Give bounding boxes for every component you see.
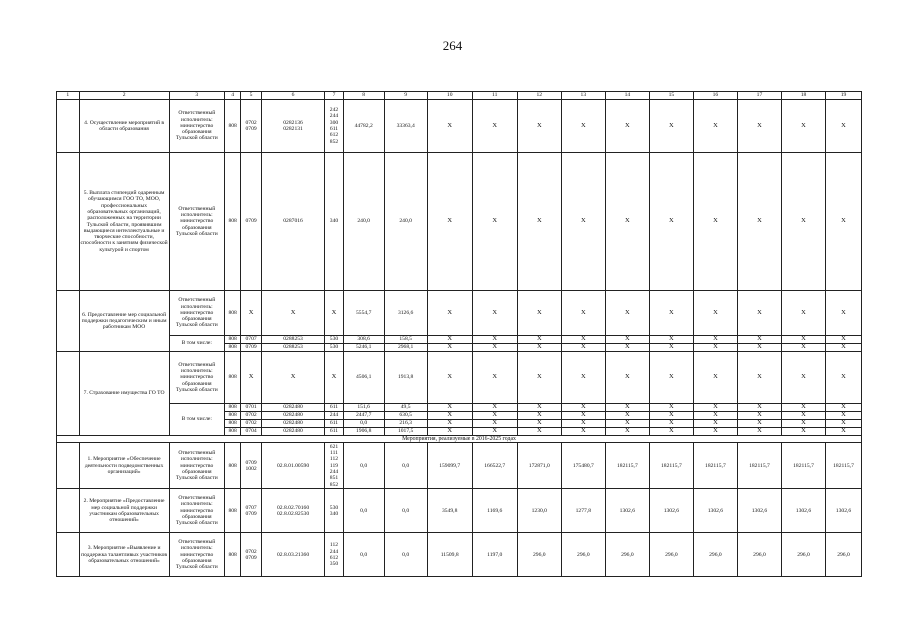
x-cell: X (241, 291, 261, 336)
x-cell: X (737, 153, 781, 291)
x-cell: X (517, 336, 561, 344)
x-cell: X (427, 344, 472, 352)
x-cell: X (693, 404, 737, 412)
x-cell: X (517, 291, 561, 336)
budget-table-container (56, 91, 862, 577)
x-cell: X (781, 352, 825, 404)
x-cell: X (517, 412, 561, 420)
value-cell: 33363,4 (384, 100, 427, 153)
x-cell: X (737, 344, 781, 352)
x-cell: X (561, 344, 605, 352)
section-row (57, 436, 862, 443)
value-cell: 182115,7 (826, 443, 862, 489)
header-cell: 18 (781, 92, 825, 100)
target-article-code: 0282480 (261, 412, 324, 420)
header-cell: 1 (57, 92, 80, 100)
x-cell: X (605, 153, 649, 291)
x-cell: X (605, 352, 649, 404)
value-cell: 296,0 (826, 533, 862, 577)
activity-name: 1. Мероприятие «Обеспечение деятельности подведомственных организаций» (79, 443, 169, 489)
value-cell: 1230,0 (517, 489, 561, 533)
x-cell: X (472, 420, 517, 428)
responsible-executor: Ответственный исполнитель: министерство образования Тульской области (169, 291, 224, 336)
value-cell: 158,5 (384, 336, 427, 344)
value-cell: 0,0 (384, 489, 427, 533)
grbs-code: 808 (224, 428, 240, 436)
section-title: Мероприятия, реализуемые в 2016-2025 годах (57, 436, 862, 443)
value-cell: 630,5 (384, 412, 427, 420)
value-cell: 1302,6 (781, 489, 825, 533)
x-cell: X (781, 153, 825, 291)
x-cell: X (826, 291, 862, 336)
value-cell: 296,0 (693, 533, 737, 577)
table-row (57, 404, 862, 412)
target-article-code: 0282480 (261, 428, 324, 436)
value-cell: 11509,8 (427, 533, 472, 577)
x-cell: X (472, 153, 517, 291)
value-cell: 151,6 (343, 404, 384, 412)
target-article-code: 0288253 (261, 336, 324, 344)
x-cell: X (472, 100, 517, 153)
x-cell: X (826, 336, 862, 344)
x-cell: X (826, 404, 862, 412)
header-cell: 16 (693, 92, 737, 100)
target-article-code: 0282480 (261, 404, 324, 412)
section-code: 0702 (241, 420, 261, 428)
x-cell: X (517, 344, 561, 352)
x-cell: X (605, 336, 649, 344)
x-cell: X (649, 291, 693, 336)
x-cell: X (649, 352, 693, 404)
header-row (57, 92, 862, 100)
x-cell: X (561, 291, 605, 336)
x-cell: X (693, 428, 737, 436)
header-cell: 9 (384, 92, 427, 100)
value-cell: 182115,7 (781, 443, 825, 489)
value-cell: 1302,6 (737, 489, 781, 533)
x-cell: X (605, 412, 649, 420)
section-code: 0704 (241, 428, 261, 436)
value-cell: 296,0 (737, 533, 781, 577)
target-article-code: 0288253 (261, 344, 324, 352)
x-cell: X (561, 404, 605, 412)
x-cell: X (472, 291, 517, 336)
section-code: 0709 (241, 344, 261, 352)
x-cell: X (693, 336, 737, 344)
table-row (57, 533, 862, 577)
x-cell: X (826, 420, 862, 428)
value-cell: 3549,8 (427, 489, 472, 533)
grbs-code: 808 (224, 352, 240, 404)
x-cell: X (561, 420, 605, 428)
x-cell: X (781, 420, 825, 428)
value-cell: 216,3 (384, 420, 427, 428)
x-cell: X (472, 344, 517, 352)
value-cell: 240,0 (384, 153, 427, 291)
x-cell: X (649, 336, 693, 344)
header-cell: 13 (561, 92, 605, 100)
header-cell: 11 (472, 92, 517, 100)
expense-type-code: 530 (325, 336, 343, 344)
grbs-code: 808 (224, 443, 240, 489)
x-cell: X (427, 428, 472, 436)
grbs-code: 808 (224, 533, 240, 577)
expense-type-code: 112 244 612 350 (325, 533, 343, 577)
value-cell: 1169,6 (472, 489, 517, 533)
value-cell: 1302,6 (649, 489, 693, 533)
value-cell: 296,0 (605, 533, 649, 577)
x-cell: X (517, 428, 561, 436)
section-code: 0707 0709 (241, 489, 261, 533)
table-row (57, 352, 862, 404)
value-cell: 0,0 (343, 443, 384, 489)
x-cell: X (427, 352, 472, 404)
value-cell: 296,0 (561, 533, 605, 577)
activity-name: 3. Мероприятие «Выявление и поддержка талантливых участников образовательных отношений» (79, 533, 169, 577)
x-cell: X (649, 404, 693, 412)
header-cell: 14 (605, 92, 649, 100)
header-cell: 15 (649, 92, 693, 100)
x-cell: X (561, 412, 605, 420)
value-cell: 296,0 (649, 533, 693, 577)
x-cell: X (605, 420, 649, 428)
value-cell: 159099,7 (427, 443, 472, 489)
value-cell: 175480,7 (561, 443, 605, 489)
header-cell: 10 (427, 92, 472, 100)
responsible-executor: Ответственный исполнитель: министерство образования Тульской области (169, 489, 224, 533)
x-cell: X (261, 352, 324, 404)
value-cell: 5554,7 (343, 291, 384, 336)
header-cell: 4 (224, 92, 240, 100)
value-cell: 1017,5 (384, 428, 427, 436)
x-cell: X (517, 420, 561, 428)
x-cell: X (325, 352, 343, 404)
expense-type-code: 530 340 (325, 489, 343, 533)
table-row (57, 443, 862, 489)
value-cell: 308,6 (343, 336, 384, 344)
value-cell: 172871,0 (517, 443, 561, 489)
x-cell: X (826, 352, 862, 404)
value-cell: 0,0 (343, 420, 384, 428)
x-cell: X (826, 153, 862, 291)
x-cell: X (427, 336, 472, 344)
activity-name: 4. Осуществление мероприятий в области образования (79, 100, 169, 153)
x-cell: X (427, 291, 472, 336)
x-cell: X (737, 404, 781, 412)
x-cell: X (261, 291, 324, 336)
value-cell: 1302,6 (826, 489, 862, 533)
target-article-code: 02.8.02.70160 02.8.02.82530 (261, 489, 324, 533)
value-cell: 1302,6 (693, 489, 737, 533)
header-cell: 3 (169, 92, 224, 100)
target-article-code: 02.8.01.00590 (261, 443, 324, 489)
x-cell: X (605, 428, 649, 436)
value-cell: 0,0 (384, 533, 427, 577)
x-cell: X (427, 153, 472, 291)
grbs-code: 808 (224, 336, 240, 344)
x-cell: X (561, 352, 605, 404)
responsible-executor: Ответственный исполнитель: министерство образования Тульской области (169, 352, 224, 404)
x-cell: X (605, 404, 649, 412)
x-cell: X (693, 344, 737, 352)
x-cell: X (427, 420, 472, 428)
x-cell: X (693, 412, 737, 420)
expense-type-code: 611 (325, 404, 343, 412)
expense-type-code: 242 244 300 611 612 852 (325, 100, 343, 153)
x-cell: X (693, 420, 737, 428)
value-cell: 182115,7 (737, 443, 781, 489)
x-cell: X (427, 100, 472, 153)
value-cell: 3126,6 (384, 291, 427, 336)
expense-type-code: 621 111 112 119 244 851 852 (325, 443, 343, 489)
x-cell: X (781, 412, 825, 420)
value-cell: 296,0 (781, 533, 825, 577)
x-cell: X (561, 428, 605, 436)
x-cell: X (605, 100, 649, 153)
x-cell: X (561, 153, 605, 291)
value-cell: 0,0 (343, 489, 384, 533)
responsible-executor: Ответственный исполнитель: министерство образования Тульской области (169, 100, 224, 153)
x-cell: X (737, 291, 781, 336)
x-cell: X (605, 344, 649, 352)
section-code: 0702 0709 (241, 100, 261, 153)
header-cell: 12 (517, 92, 561, 100)
target-article-code: 0287016 (261, 153, 324, 291)
value-cell: 1913,8 (384, 352, 427, 404)
value-cell: 240,0 (343, 153, 384, 291)
x-cell: X (781, 100, 825, 153)
x-cell: X (781, 404, 825, 412)
x-cell: X (427, 412, 472, 420)
grbs-code: 808 (224, 404, 240, 412)
x-cell: X (737, 428, 781, 436)
expense-type-code: 530 (325, 344, 343, 352)
grbs-code: 808 (224, 100, 240, 153)
value-cell: 44782,2 (343, 100, 384, 153)
header-cell: 8 (343, 92, 384, 100)
header-cell: 19 (826, 92, 862, 100)
x-cell: X (649, 420, 693, 428)
activity-name: 7. Страхование имущества ГО ТО (79, 352, 169, 436)
x-cell: X (693, 352, 737, 404)
x-cell: X (605, 291, 649, 336)
responsible-executor: Ответственный исполнитель: министерство образования Тульской области (169, 153, 224, 291)
x-cell: X (649, 100, 693, 153)
x-cell: X (737, 412, 781, 420)
in-total-label: В том числе: (169, 404, 224, 436)
grbs-code: 808 (224, 412, 240, 420)
value-cell: 1197,0 (472, 533, 517, 577)
x-cell: X (737, 100, 781, 153)
value-cell: 5246,1 (343, 344, 384, 352)
x-cell: X (649, 412, 693, 420)
header-cell: 2 (79, 92, 169, 100)
x-cell: X (693, 100, 737, 153)
value-cell: 2447,7 (343, 412, 384, 420)
header-cell: 17 (737, 92, 781, 100)
activity-name: 2. Мероприятие «Предоставление мер социальной поддержки участникам образовательных отношений» (79, 489, 169, 533)
x-cell: X (826, 100, 862, 153)
x-cell: X (325, 291, 343, 336)
target-article-code: 02.8.03.21360 (261, 533, 324, 577)
expense-type-code: 244 (325, 412, 343, 420)
x-cell: X (517, 404, 561, 412)
x-cell: X (693, 291, 737, 336)
x-cell: X (781, 428, 825, 436)
x-cell: X (427, 404, 472, 412)
page-number: 264 (442, 38, 463, 53)
grbs-code: 808 (224, 291, 240, 336)
value-cell: 1302,6 (605, 489, 649, 533)
grbs-code: 808 (224, 153, 240, 291)
x-cell: X (649, 428, 693, 436)
value-cell: 1906,8 (343, 428, 384, 436)
grbs-code: 808 (224, 420, 240, 428)
value-cell: 182115,7 (693, 443, 737, 489)
x-cell: X (781, 291, 825, 336)
value-cell: 182115,7 (605, 443, 649, 489)
budget-table (56, 91, 862, 577)
value-cell: 49,5 (384, 404, 427, 412)
value-cell: 4506,1 (343, 352, 384, 404)
responsible-executor: Ответственный исполнитель: министерство образования Тульской области (169, 533, 224, 577)
x-cell: X (737, 336, 781, 344)
x-cell: X (649, 344, 693, 352)
section-code: 0701 (241, 404, 261, 412)
value-cell: 166522,7 (472, 443, 517, 489)
activity-name: 6. Предоставление мер социальной поддержки педагогическим и иным работникам МОО (79, 291, 169, 352)
header-cell: 5 (241, 92, 261, 100)
x-cell: X (472, 336, 517, 344)
x-cell: X (826, 344, 862, 352)
header-cell: 7 (325, 92, 343, 100)
expense-type-code: 611 (325, 428, 343, 436)
table-row (57, 489, 862, 533)
grbs-code: 808 (224, 344, 240, 352)
table-row (57, 153, 862, 291)
x-cell: X (472, 404, 517, 412)
target-article-code: 0282136 0282131 (261, 100, 324, 153)
section-code: 0709 (241, 153, 261, 291)
grbs-code: 808 (224, 489, 240, 533)
section-code: 0702 (241, 412, 261, 420)
header-cell: 6 (261, 92, 324, 100)
x-cell: X (517, 153, 561, 291)
x-cell: X (649, 153, 693, 291)
value-cell: 2968,1 (384, 344, 427, 352)
table-row (57, 336, 862, 344)
x-cell: X (472, 412, 517, 420)
activity-name: 5. Выплата стипендий одаренным обучающимся ГОО ТО, МОО, профессиональных образовательных организаций, расположенных на территории Тульской области, проявившим выдающиеся интеллектуальные и творческие способности, способности к занятиям физической культурой и спортом (79, 153, 169, 291)
expense-type-code: 611 (325, 420, 343, 428)
x-cell: X (517, 100, 561, 153)
expense-type-code: 340 (325, 153, 343, 291)
value-cell: 182115,7 (649, 443, 693, 489)
responsible-executor: Ответственный исполнитель: министерство образования Тульской области (169, 443, 224, 489)
x-cell: X (561, 100, 605, 153)
x-cell: X (737, 352, 781, 404)
x-cell: X (693, 153, 737, 291)
value-cell: 296,0 (517, 533, 561, 577)
section-code: 0702 0709 (241, 533, 261, 577)
section-code: 0709 1002 (241, 443, 261, 489)
value-cell: 0,0 (384, 443, 427, 489)
x-cell: X (826, 412, 862, 420)
x-cell: X (517, 352, 561, 404)
value-cell: 0,0 (343, 533, 384, 577)
x-cell: X (781, 336, 825, 344)
in-total-label: В том числе: (169, 336, 224, 352)
x-cell: X (472, 352, 517, 404)
x-cell: X (826, 428, 862, 436)
table-row (57, 291, 862, 336)
x-cell: X (737, 420, 781, 428)
value-cell: 1277,8 (561, 489, 605, 533)
target-article-code: 0282480 (261, 420, 324, 428)
table-row (57, 100, 862, 153)
x-cell: X (781, 344, 825, 352)
x-cell: X (561, 336, 605, 344)
x-cell: X (241, 352, 261, 404)
section-code: 0707 (241, 336, 261, 344)
x-cell: X (472, 428, 517, 436)
